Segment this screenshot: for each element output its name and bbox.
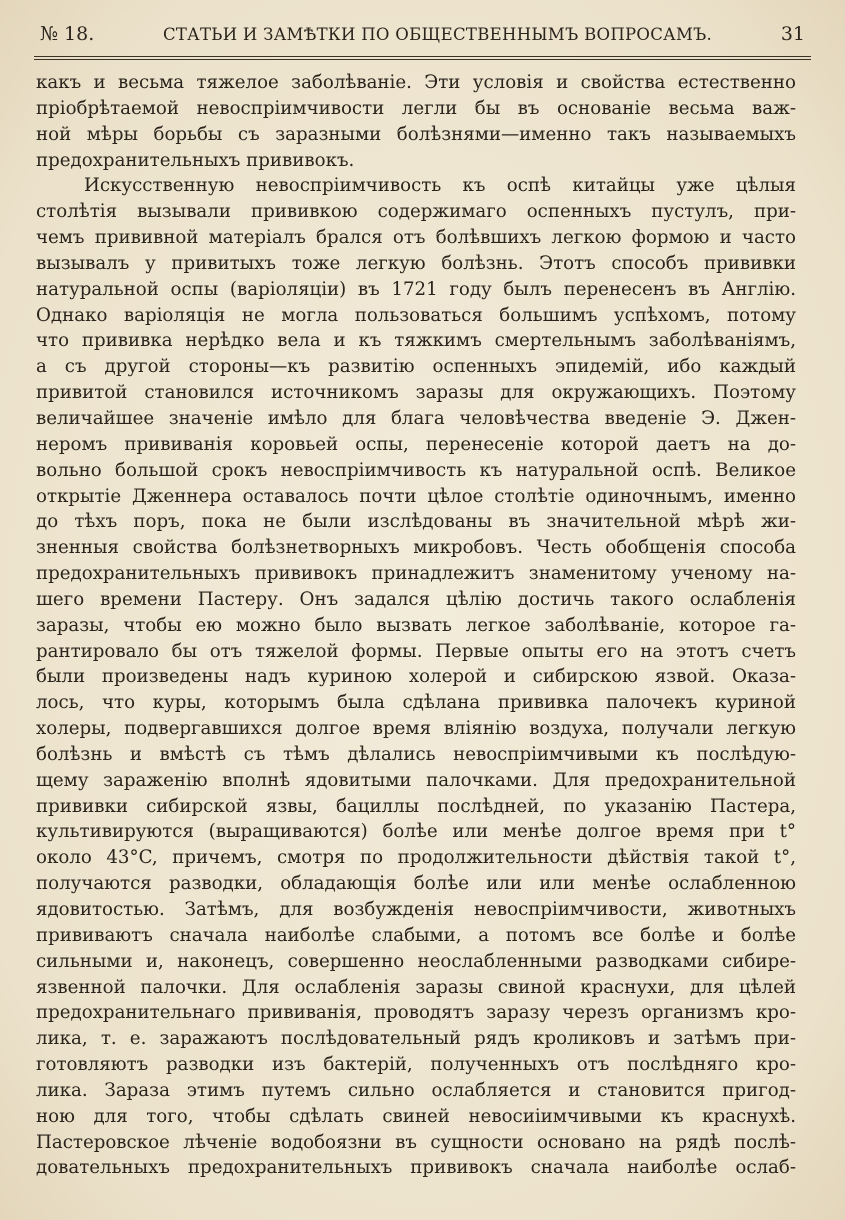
section-title: СТАТЬИ И ЗАМѢТКИ ПО ОБЩЕСТВЕННЫМЪ ВОПРОСАМЪ. bbox=[162, 24, 713, 44]
text-line: около 43°C, причемъ, смотря по продолжительности дѣйствія такой t°, bbox=[36, 847, 796, 869]
text-line: культивируются (выращиваются) болѣе или менѣе долгое время при t° bbox=[36, 821, 796, 843]
text-line: готовляютъ разводки изъ бактерій, полученныхъ отъ послѣдняго кро- bbox=[36, 1054, 796, 1076]
text-line: довательныхъ предохранительныхъ прививокъ сначала наиболѣе ослаб- bbox=[36, 1157, 796, 1179]
text-line: холеры, подвергавшихся долгое время вліянію воздуха, получали легкую bbox=[36, 718, 796, 740]
text-line: предохранительнаго прививанія, проводятъ заразу черезъ организмъ кро- bbox=[36, 1002, 796, 1024]
header-rule bbox=[34, 56, 811, 59]
text-line: ною для того, чтобы сдѣлать свиней невосиіимчивыми къ краснухѣ. bbox=[36, 1105, 796, 1127]
text-line: язвенной палочки. Для ослабленія заразы свиной краснухи, для цѣлей bbox=[36, 976, 796, 998]
text-line: натуральной оспы (варіоляціи) въ 1721 году былъ перенесенъ въ Англію. bbox=[36, 278, 796, 300]
text-line: открытіе Дженнера оставалось почти цѣлое столѣтіе одиночнымъ, именно bbox=[36, 485, 796, 507]
text-line: прививаютъ сначала наиболѣе слабыми, а потомъ все болѣе и болѣе bbox=[36, 924, 796, 946]
text-line: вольно большой срокъ невоспріимчивость къ натуральной оспѣ. Великое bbox=[36, 459, 796, 481]
text-line: Пастеровское лѣченіе водобоязни въ сущности основано на рядѣ послѣ- bbox=[36, 1131, 796, 1153]
text-line: Искусственную невоспріимчивость къ оспѣ китайцы уже цѣлыя bbox=[84, 175, 796, 197]
text-line: а съ другой стороны—къ развитію оспенныхъ эпидемій, ибо каждый bbox=[36, 356, 796, 378]
text-line: что прививка нерѣдко вела и къ тяжкимъ смертельнымъ заболѣваніямъ, bbox=[36, 330, 796, 352]
text-line: величайшее значеніе имѣло для блага человѣчества введеніе Э. Джен- bbox=[36, 407, 796, 429]
page-number: 31 bbox=[780, 23, 805, 45]
text-line: лось, что куры, которымъ была сдѣлана прививка палочекъ куриной bbox=[36, 692, 796, 714]
text-line: болѣзнь и вмѣстѣ съ тѣмъ дѣлались невоспріимчивыми къ послѣдую- bbox=[36, 743, 796, 765]
text-line: шего времени Пастеру. Онъ задался цѣлію достичь такого ослабленія bbox=[36, 588, 796, 610]
text-line: до тѣхъ поръ, пока не были изслѣдованы въ значительной мѣрѣ жи- bbox=[36, 511, 796, 533]
text-line: предохранительныхъ прививокъ. bbox=[36, 149, 355, 171]
text-line: какъ и весьма тяжелое заболѣваніе. Эти условія и свойства естественно bbox=[36, 72, 796, 93]
text-line: неромъ прививанія коровьей оспы, перенесеніе которой даетъ на до- bbox=[36, 433, 796, 455]
text-line: предохранительныхъ прививокъ принадлежитъ знаменитому ученому на- bbox=[36, 563, 796, 585]
text-line: пріобрѣтаемой невоспріимчивости легли бы въ основаніе весьма важ- bbox=[36, 97, 796, 119]
text-line: прививки сибирской язвы, бациллы послѣдней, по указанію Пастера, bbox=[36, 795, 796, 817]
text-line: чемъ прививной матеріалъ брался отъ болѣвшихъ легкою формою и часто bbox=[36, 227, 796, 249]
article-body bbox=[36, 70, 796, 1181]
text-line: щему зараженію вполнѣ ядовитыми палочками. Для предохранительной bbox=[36, 769, 796, 791]
running-header bbox=[40, 14, 805, 54]
text-line: ной мѣры борьбы съ заразными болѣзнями—именно такъ называемыхъ bbox=[36, 123, 796, 145]
issue-number: № 18. bbox=[40, 23, 95, 45]
text-line: были произведены надъ куриною холерой и сибирскою язвой. Оказа- bbox=[36, 666, 796, 688]
text-line: ядовитостью. Затѣмъ, для возбужденія невоспріимчивости, животныхъ bbox=[36, 899, 796, 920]
text-line: лика. Зараза этимъ путемъ сильно ослабляется и становится пригод- bbox=[36, 1079, 796, 1101]
text-line: сильными и, наконецъ, совершенно неослабленными разводками сибире- bbox=[36, 950, 796, 972]
text-line: лика, т. е. заражаютъ послѣдовательный рядъ кроликовъ и затѣмъ при- bbox=[36, 1028, 796, 1050]
text-line: вызывалъ у привитыхъ тоже легкую болѣзнь. Этотъ способъ прививки bbox=[36, 252, 796, 274]
text-line: заразы, чтобы ею можно было вызвать легкое заболѣваніе, которое га- bbox=[36, 614, 796, 636]
text-line: зненныя свойства болѣзнетворныхъ микробовъ. Честь обобщенія способа bbox=[36, 537, 796, 559]
text-line: Однако варіоляція не могла пользоваться большимъ успѣхомъ, потому bbox=[36, 304, 796, 326]
text-line: столѣтія вызывали прививкою содержимаго оспенныхъ пустулъ, при- bbox=[36, 201, 796, 223]
text-line: получаются разводки, обладающія болѣе или или менѣе ослабленною bbox=[36, 873, 796, 895]
text-line: рантировало бы отъ тяжелой формы. Первые опыты его на этотъ счетъ bbox=[36, 640, 796, 662]
text-line: привитой становился источникомъ заразы для окружающихъ. Поэтому bbox=[36, 382, 796, 404]
